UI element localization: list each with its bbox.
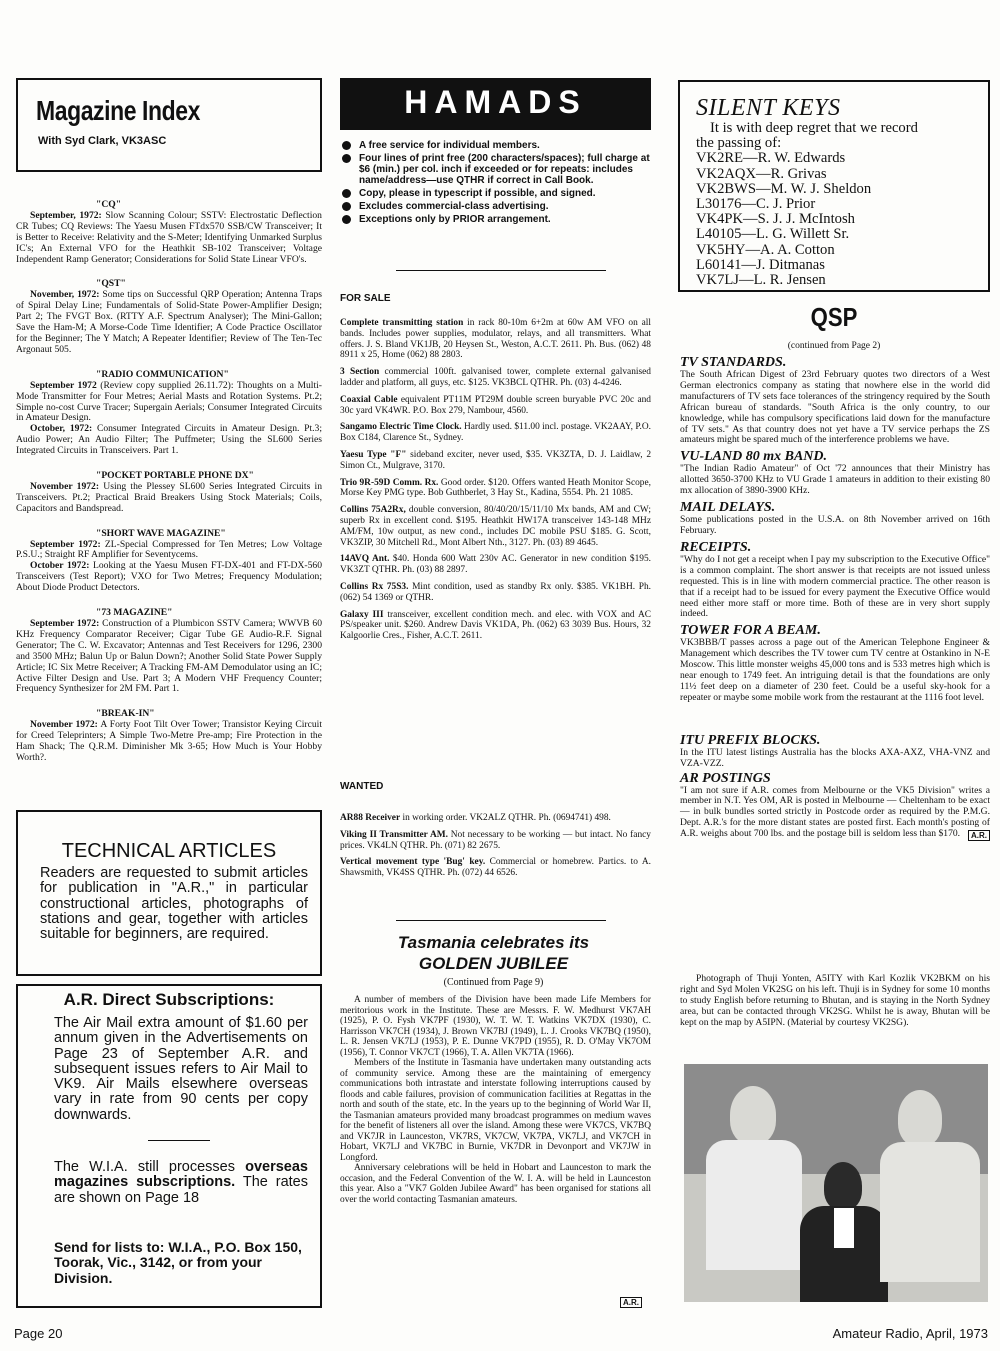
wanted-label: WANTED bbox=[340, 781, 384, 792]
man-left-head bbox=[730, 1086, 776, 1144]
silent-key-entry: VK2BWS—M. W. J. Sheldon bbox=[696, 180, 872, 197]
classified-ad bbox=[340, 505, 651, 548]
tasmania-title-1: Tasmania celebrates its bbox=[397, 933, 590, 952]
index-entry-text: Some tips on Successful QRP Operation; Antenna Traps of Spiral Delay Line; Fundamentals of Solid-State Power-Amplifier Design; Part 2; The FVGT Box. (RTTY A.F. Spectrum Analyser); The Mini-Gallon; Save the Ham-M; A Morse-Code Time Identifier; A Code Practice Oscillator for the Beginner; The Y Match; A Repeater Identifier; Review of The Ten-Tec Argonaut 505. bbox=[16, 289, 323, 355]
subscriptions-divider bbox=[148, 1140, 210, 1141]
qsp-item-text: Some publications posted in the U.S.A. on 8th November arrived on 16th February. bbox=[680, 514, 990, 536]
silent-keys-intro-2: the passing of: bbox=[696, 135, 782, 152]
classified-ad-text: Mint condition, used as standby Rx only. $385. VK1BH. Ph. (062) 54 1369 or QTHR. bbox=[340, 581, 651, 603]
classified-ad-text: in rack 80-10m 6+2m at 60w AM VFO on all bands. Includes power supplies, modulator, relays, and all transmitters. What offers. J. S. Bland VK1JB, 20 Heysen St., Weston, A.C.T. 2611. Ph. Bus. (062) 48 8911 x 25, Home (062) 88 2803. bbox=[340, 318, 651, 361]
silent-key-entry: L60141—J. Ditmanas bbox=[696, 256, 825, 273]
silent-key-entry: VK7LJ—L. R. Jensen bbox=[696, 272, 826, 289]
technical-articles-text: Readers are requested to submit articles for publication in "A.R.," in particular constructional articles, photographs of stations and gear, together with articles suitable for beginners, are required. bbox=[40, 865, 308, 943]
subscriptions-overseas-a: The W.I.A. still processes bbox=[54, 1159, 246, 1175]
bullet-icon bbox=[342, 141, 351, 150]
subscriptions-title: A.R. Direct Subscriptions: bbox=[63, 990, 275, 1009]
magazine-index-title: Magazine Index bbox=[36, 95, 200, 126]
magazine-index-byline: With Syd Clark, VK3ASC bbox=[38, 135, 167, 147]
index-section-name: "BREAK-IN" bbox=[96, 708, 155, 720]
classified-ad-text: double conversion, 80/40/20/15/11/10 Mx bands, AM and CW; superb Rx in excellent cond. $195. Heathkit HW17A transceiver 143-148 MHz AM/FM, 10w output, as new cond., includes DC mobile PSU $185. G. Scott, VK3ZIP, 30 Mitchell Rd., Mont Albert Nth., 3127. Ph. (03) 89 4645. bbox=[340, 505, 651, 548]
index-entry-text: Looking at the Yaesu Musen FT-DX-401 and FT-DX-560 Transceivers (Test Report); VXO for Two Metres; Frequency Modulation; About Diode Product Detectors. bbox=[16, 560, 322, 594]
ar-logo-middle-text: A.R. bbox=[623, 1298, 639, 1307]
qsp-title: QSP bbox=[810, 302, 858, 332]
classified-ad bbox=[340, 857, 651, 879]
classified-ad-heading: Collins 75A2Rx, bbox=[340, 505, 406, 516]
qsp-items bbox=[680, 356, 990, 841]
hamads-rule-text: Exceptions only by PRIOR arrangement. bbox=[359, 214, 551, 225]
hamads-rule-text: Excludes commercial-class advertising. bbox=[359, 201, 549, 212]
qsp-continued: (continued from Page 2) bbox=[787, 341, 881, 351]
subscriptions-text: The Air Mail extra amount of $1.60 per annum given in the Advertisements on Page 23 of September A.R. and subsequent issues refers to Air Mail to VK9. Air Mails elsewhere overseas vary in rate from 90 cents per copy downwards. bbox=[54, 1015, 308, 1123]
classified-ad-text: Hardly used. $11.00 incl. postage. VK2AAY, P.O. Box C184, Clarence St., Sydney. bbox=[340, 422, 651, 444]
classified-ad-heading: Collins Rx 75S3. bbox=[340, 581, 409, 592]
hamads-title: HAMADS bbox=[404, 84, 587, 120]
classified-ad-text: sideband exciter, never used, $35. VK3ZTA, D. J. Laidlaw, 2 Simon Ct., Mulgrave, 3170. bbox=[340, 449, 652, 471]
index-section-name: "CQ" bbox=[96, 199, 122, 210]
silent-key-entry: L40105—L. G. Willett Sr. bbox=[696, 226, 850, 243]
classified-ad-text: commercial 100ft. galvanised tower, complete external galvanised ladder and platform, all guys, etc. $125. VK3BCL QTHR. Ph. (03) 4-4246. bbox=[340, 367, 651, 388]
index-entry bbox=[16, 619, 322, 695]
qsp-item-text: "Why do I not get a receipt when I pay my subscription to the Executive Office" is a common complaint. The short answer is that receipts are not issued unless requested. This is in line with modern commercial practice. The other reason is that if a receipt had to be issued for every payment the Executive Office would need either more staff or more time. Both of these are in very short supply indeed. bbox=[680, 553, 990, 620]
tasmania-paragraph: Members of the Institute in Tasmania have undertaken many outstanding acts of community service. Among these are the maintaining of emergency communications both intrastate and interstate following interruptions caused by floods and cable failures, provision of communication facilities at Regattas in the north and south of the state, etc. In the years up to the beginning of World War II, the Tasmanian amateurs provided many broadcast programmes on medium waves for the benefit of listeners all over the island. Among these were VK7CS, VK7BQ and VK7JR in Launceston, VK7RS, VK7CW, VK7PA, VK7LJ, and VK7CH in Hobart, VK7LJ and VK7BC in Burnie, VK7DR in Devonport and VK7JW in Longford. bbox=[340, 1058, 651, 1163]
index-entry-date: November, 1972: bbox=[30, 289, 100, 301]
tasmania-article-body bbox=[340, 995, 651, 1205]
classified-ad bbox=[340, 318, 651, 361]
index-entry-date: October, 1972: bbox=[30, 423, 93, 435]
classified-ad-heading: Complete transmitting station bbox=[340, 318, 464, 328]
index-section-name: "73 MAGAZINE" bbox=[96, 607, 173, 619]
index-entry-date: October 1972: bbox=[30, 560, 90, 572]
silent-keys-box bbox=[678, 80, 990, 292]
magazine-footer: Amateur Radio, April, 1973 bbox=[832, 1326, 988, 1341]
classified-ad bbox=[340, 422, 651, 444]
index-section-name: "SHORT WAVE MAGAZINE" bbox=[96, 527, 226, 539]
classified-ad-text: Good order. $120. Offers wanted Heath Monitor Scope, Morse Key PMG type. Bob Guthberlet, 3 Hay St., Kadina, 5554. Ph. 21 1085. bbox=[340, 477, 651, 499]
classified-ad-heading: Coaxial Cable bbox=[340, 394, 398, 405]
index-entry bbox=[16, 561, 322, 594]
subscriptions-overseas bbox=[54, 1160, 308, 1206]
classified-ad-text: transceiver, excellent condition mech. and elec. with VOX and AC PS/speaker unit. $260. Andrew Davis VK1DA, Ph. (062) 63 3039 Bus. Hours, 32 Kalgoorlie Cres., Fisher, A.C.T. 2611. bbox=[340, 609, 651, 642]
magazine-index-body bbox=[16, 196, 322, 774]
ar-logo-middle bbox=[620, 1297, 642, 1308]
index-entry bbox=[16, 540, 322, 562]
classified-ad bbox=[340, 554, 651, 576]
classified-ad bbox=[340, 610, 651, 642]
index-entry-text: Slow Scanning Colour; SSTV: Electrostatic Deflection CR Tubes; CQ Reviews: The Yaesu Musen FTdx570 SSB/CW Transceiver; It is Better to Receive: Relativity and the S-Meter; Identifying Unmarked Surplus IC's; An External VFO for the Heathkit SB-102 Transceiver; Voltage Independent Ramp Generator; Considerations for Solid State Linear VFO's. bbox=[16, 209, 322, 265]
hamads-rule-item bbox=[340, 188, 651, 199]
photo-caption: Photograph of Thuji Yonten, A5ITY with Karl Kozlik VK2BKM on his right and Syd Molen VK2SG on his left. Thuji is in Sydney for some 10 months to study English before returning to Bhutan, and is staying in the North Sydney area, but can be contacted through VK2SG. Whilst he is away, Bhutan will be kept on the map by A5IPN. (Material by courtesy VK2SG). bbox=[680, 973, 990, 1028]
silent-keys-list bbox=[696, 151, 988, 288]
classified-ad-heading: 3 Section bbox=[340, 367, 380, 378]
qsp-item-text: The South African Digest of 23rd February quotes two directors of a West German electronics company as stating that nowhere else in the world did manufacturers of TV sets face tolerances of the stringency required by the South African bureau of standards. "South Africa is the only country, to our knowledge, while has compulsory specifications laid down for the manufacture of TV sets." As that country does not yet have a TV service perhaps the ZS amateurs might be spared much of the interference problems we have. bbox=[680, 369, 990, 446]
hamads-rule-text: A free service for individual members. bbox=[359, 140, 540, 151]
bullet-icon bbox=[342, 215, 351, 224]
qsp-item-text: "The Indian Radio Amateur" of Oct '72 announces that their Ministry has allotted 3650-3700 KHz to VU Grade 1 amateurs in addition to their existing 80 mx allocation of 3890-3900 KHz. bbox=[680, 463, 990, 497]
classified-ad-text: in working order. VK2ALZ QTHR. Ph. (0694741) 498. bbox=[400, 813, 611, 823]
index-entry-date: September 1972: bbox=[30, 538, 101, 550]
tasmania-divider bbox=[396, 920, 606, 921]
hamads-rule-item bbox=[340, 140, 651, 151]
man-right-head bbox=[898, 1090, 942, 1146]
silent-keys-intro-1: It is with deep regret that we record bbox=[710, 120, 918, 136]
man-center-head bbox=[824, 1162, 862, 1210]
hamads-rule-item bbox=[340, 214, 651, 225]
qsp-item-text: In the ITU latest listings Australia has the blocks AXA-AXZ, VHA-VNZ and VZA-VZZ. bbox=[680, 746, 990, 769]
index-entry-text: Using the Plessey SL600 Series Integrated Circuits in Transceivers. Pt.2; Practical Braid Breakers Using Stock Materials; Coils, Capacitors and Bandspread. bbox=[16, 480, 322, 514]
classified-ad-text: Commercial or homebrew. Partics. to A. Shawsmith, VK4SS QTHR. Ph. (072) 44 6526. bbox=[340, 857, 651, 879]
silent-key-entry: VK4PK—S. J. J. McIntosh bbox=[696, 211, 855, 228]
tasmania-continued: (Continued from Page 9) bbox=[443, 977, 544, 988]
index-entry-date: November 1972: bbox=[30, 480, 100, 492]
for-sale-list bbox=[340, 318, 651, 648]
index-section-name: "RADIO COMMUNICATION" bbox=[96, 368, 229, 380]
hamads-rule-item bbox=[340, 201, 651, 212]
qsp-item-text: VK3BBB/T passes across a page out of the American Telephone Engineer & Management which describes the TV tower cum TV centre at Ostankino in N-E Moscow. This little monster weighs 45,000 tons and is 533 metres high which is near enough to 1749 feet. An intriguing detail is that the foundations are only 11½ feet deep on a diameter of 230 feet. Could be a useful sky-hook for a repeater or maybe some mobile work from the restaurant at the 1116 foot level. bbox=[680, 637, 990, 703]
page-number: Page 20 bbox=[14, 1326, 63, 1341]
classified-ad bbox=[340, 395, 651, 417]
index-entry bbox=[16, 211, 322, 266]
man-right-shirt bbox=[880, 1142, 980, 1282]
tasmania-paragraph: Anniversary celebrations will be held in Hobart and Launceston to mark the occasion, and the Federal Convention of the W. I. A. will be held in Launceston this year. Also a "VK7 Golden Jubilee Award" has been organised for stations all over the world contacting Tasmanian amateurs. bbox=[340, 1163, 651, 1205]
classified-ad bbox=[340, 830, 651, 852]
qsp-item-heading: TOWER FOR A BEAM. bbox=[680, 623, 821, 639]
classified-ad-heading: Galaxy III bbox=[340, 609, 384, 620]
hamads-rule-item bbox=[340, 153, 651, 186]
qsp-item-heading: VU-LAND 80 mx BAND. bbox=[680, 449, 828, 465]
classified-ad-heading: Vertical movement type 'Bug' key. bbox=[340, 857, 486, 868]
index-entry-date: September 1972 bbox=[30, 379, 97, 391]
magazine-index-header-box bbox=[16, 78, 322, 172]
classified-ad-heading: AR88 Receiver bbox=[340, 813, 401, 823]
silent-keys-title: SILENT KEYS bbox=[696, 95, 841, 121]
for-sale-label: FOR SALE bbox=[340, 293, 391, 304]
classified-ad-text: Not necessary to be working — but intact. No fancy prices. VK4LN QTHR. Ph. (071) 82 2675. bbox=[340, 829, 651, 851]
qsp-item-heading: TV STANDARDS. bbox=[680, 355, 787, 370]
index-entry bbox=[16, 482, 322, 515]
classified-ad bbox=[340, 582, 651, 604]
hamads-banner bbox=[340, 78, 651, 130]
subscriptions-overseas-c: The rates are shown on Page 18 bbox=[54, 1174, 308, 1206]
index-entry bbox=[16, 424, 322, 457]
classified-ad-heading: Viking II Transmitter AM. bbox=[340, 829, 448, 840]
index-entry-text: Construction of a Plumbicon SSTV Camera; WWVB 60 KHz Frequency Comparator Receiver; Cigar Tube GE Audio-R.F. Signal Generator; The C. W. Excavator; Antennas and Test Receivers for 1296, 2300 and 3500 MHz; Balun Up or Balun Down?; Another Solid State Power Supply Article; IC Six Metre Receiver; A Tracking FM-AM Demodulator using an IC; Active Filter Design and Use. Part 3; A Modern VHF Frequency Counter; Frequency Synthesizer for 2M FM. Part 1. bbox=[16, 618, 322, 695]
technical-articles-title: TECHNICAL ARTICLES bbox=[61, 840, 277, 862]
silent-key-entry: L30176—C. J. Prior bbox=[696, 196, 816, 213]
technical-articles-box bbox=[16, 810, 322, 976]
classified-ad-text: equivalent PT11M PT29M double screen buryable PVC 20c and 30c yard VK4WR. P.O. Box 279, Nambour, 4560. bbox=[340, 394, 651, 416]
qsp-item-text: "I am not sure if A.R. comes from Melbourne or the VK5 Division" writes a member in N.T. Yes OM, AR is posted in Melbourne — Cheltenham to be exact — in bulk bundles sorted strictly in Postcode order as required by the P.M.G. Dept. A.R.'s for the more distant states are posted first. Each month's posting of A.R. weighs about 700 lbs. and the postage bill is seldom less than $170. bbox=[680, 784, 990, 840]
classified-ad-heading: Sangamo Electric Time Clock. bbox=[340, 422, 462, 433]
index-entry bbox=[16, 290, 322, 355]
index-entry-text: ZL-Special Compressed for Ten Metres; Low Voltage P.S.U.; Straight RF Amplifier for Seventycems. bbox=[16, 538, 322, 561]
tasmania-title-2: GOLDEN JUBILEE bbox=[418, 954, 569, 973]
classified-ad-heading: Yaesu Type "F" bbox=[340, 449, 407, 460]
index-entry bbox=[16, 720, 322, 764]
index-entry-date: September, 1972: bbox=[30, 209, 102, 221]
hamads-divider bbox=[396, 270, 606, 271]
bullet-icon bbox=[342, 189, 351, 198]
index-entry-text: Consumer Integrated Circuits in Amateur Design. Pt.3; Audio Power; An Audio Filter; The Puffmeter; Using the SL600 Series Integrated Circuits in Transceivers. Part 1. bbox=[16, 423, 322, 457]
man-center-collar bbox=[834, 1208, 854, 1248]
bullet-icon bbox=[342, 154, 351, 163]
silent-key-entry: VK2RE—R. W. Edwards bbox=[696, 150, 846, 167]
classified-ad bbox=[340, 450, 651, 472]
index-entry-date: September 1972: bbox=[30, 618, 100, 629]
hamads-rule-text: Four lines of print free (200 characters/spaces); full charge at $6 (min.) per col. inch if exceeded or for repeats: includes name/address—use QTHR if correct in Call Book. bbox=[359, 153, 650, 186]
index-section-name: "QST" bbox=[96, 278, 126, 290]
ar-logo-right bbox=[968, 830, 990, 841]
hamads-rules bbox=[340, 140, 651, 227]
index-entry-text: (Review copy supplied 26.11.72): Thoughts on a Multi-Mode Transmitter for Four Metres; Aerial Masts and Rotation Systems. Pt.2; Simple no-cost Curve Tracer; Supergain Aerials; Consumer Integrated Circuits in Amateur Design. bbox=[16, 379, 322, 424]
index-entry-date: November 1972: bbox=[30, 719, 98, 731]
wanted-list bbox=[340, 813, 651, 885]
classified-ad-heading: 14AVQ Ant. bbox=[340, 554, 390, 565]
tasmania-paragraph: A number of members of the Division have been made Life Members for meritorious work in the Institute. These are Messrs. F. W. Medhurst VK7AH (1925), P. O. Fysh VK7PF (1930), W. T. W. T. Watkins VK7DX (1930), C. Harrisson VK7CH (1934), J. Brown VK7BJ (1949), L. J. Crooks VK7BQ (1950), L. R. Jensen VK7LJ (1953), P. E. Dunne VK7PD (1955), R. D. O'May VK7OM (1956), T. Connor VK7CT (1966), T. A. Allen VK7TA (1966). bbox=[340, 995, 651, 1058]
silent-key-entry: VK5HY—A. A. Cotton bbox=[696, 241, 835, 258]
bullet-icon bbox=[342, 202, 351, 211]
classified-ad bbox=[340, 813, 651, 824]
hamads-rule-text: Copy, please in typescript if possible, and signed. bbox=[359, 188, 596, 199]
subscriptions-send-for: Send for lists to: W.I.A., P.O. Box 150, Toorak, Vic., 3142, or from your Division. bbox=[54, 1239, 302, 1286]
index-entry-text: A Forty Foot Tilt Over Tower; Transistor Keying Circuit for Creed Teleprinters; A Simple Two-Metre Pre-amp; Fire Protection in the Ham Shack; The Q.R.M. Diminisher Mk 3-65; How Much is Your Hobby Worth?. bbox=[16, 719, 322, 763]
qsp-item-heading: RECEIPTS. bbox=[680, 539, 752, 555]
qsp-item-heading: ITU PREFIX BLOCKS. bbox=[680, 732, 821, 748]
classified-ad bbox=[340, 478, 651, 500]
silent-key-entry: VK2AQX—R. Grivas bbox=[696, 165, 827, 182]
classified-ad-heading: Trio 9R-59D Comm. Rx. bbox=[340, 477, 439, 488]
subscriptions-box bbox=[16, 984, 322, 1308]
man-left-shirt bbox=[706, 1140, 802, 1270]
qsp-item-heading: AR POSTINGS bbox=[680, 770, 771, 786]
qsp-item-heading: MAIL DELAYS. bbox=[680, 500, 776, 516]
ar-logo-right-text: A.R. bbox=[971, 831, 987, 841]
index-entry bbox=[16, 381, 322, 425]
index-section-name: "POCKET PORTABLE PHONE DX" bbox=[96, 470, 254, 482]
classified-ad bbox=[340, 367, 651, 389]
subscriptions-overseas-b: overseas magazines subscriptions. bbox=[54, 1159, 308, 1191]
photo-three-men bbox=[684, 1064, 988, 1302]
classified-ad-text: $40. Honda 600 Watt 230v AC. Generator in new condition $195. VK3ZT QTHR. Ph. (03) 88 2897. bbox=[340, 554, 651, 576]
